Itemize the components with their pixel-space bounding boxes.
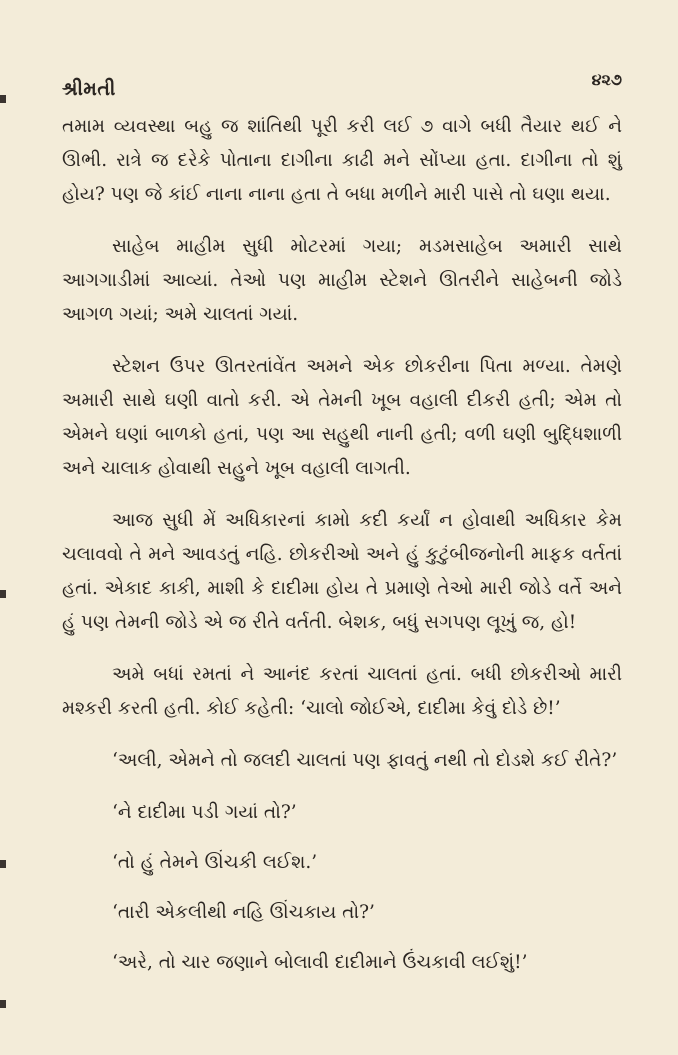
paragraph: ‘અલી, એમને તો જલદી ચાલતાં પણ ફાવતું નથી તો દોડશે કઈ રીતે?’ [112,750,618,771]
dialogue-line: ‘ને દાદીમા પડી ગયાં તો?’ [112,802,297,823]
running-title: શ્રીમતી [62,78,116,100]
page-edge-mark [0,95,6,103]
paragraph: તમામ વ્યવસ્થા બહુ જ શાંતિથી પૂરી કરી લઈ ૭ વાગે બધી તૈયાર થઈ ને ઊભી. રાત્રે જ દરેકે પોતાના દાગીના કાઢી મને સોંપ્યા હતા. દાગીના તો શું હોય? પણ જે કાંઈ નાના નાના હતા તે બધા મળીને મારી પાસે તો ઘણા થયા. [62,116,622,205]
dialogue-line: ‘અરે, તો ચાર જણાને બોલાવી દાદીમાને ઉંચકાવી લઈશું!’ [112,952,528,973]
paragraph: આજ સુધી મેં અધિકારનાં કામો કદી કર્યાં ન હોવાથી અધિકાર કેમ ચલાવવો તે મને આવડતું નહિ. છોકરીઓ અને હું કુટુંબીજનોની માફક વર્તતાં હતાં. એકાદ કાકી, માશી કે દાદીમા હોય તે પ્રમાણે તેઓ મારી જોડે વર્તે અને હું પણ તેમની જોડે એ જ રીતે વર્તતી. બેશક, બધું સગપણ લૂખું જ, હો! [62,510,622,633]
page-header [62,70,622,110]
body-text [62,110,622,996]
page-edge-mark [0,860,6,868]
paragraph: સ્ટેશન ઉપર ઊતરતાંવેંત અમને એક છોકરીના પિતા મળ્યા. તેમણે અમારી સાથે ઘણી વાતો કરી. એ તેમની ખૂબ વહાલી દીકરી હતી; એમ તો એમને ઘણાં બાળકો હતાં, પણ આ સહુથી નાની હતી; વળી ઘણી બુદ્ધિશાળી અને ચાલાક હોવાથી સહુને ખૂબ વહાલી લાગતી. [62,356,622,479]
dialogue-line: ‘તો હું તેમને ઊંચકી લઈશ.’ [112,852,318,873]
page-number: ૪૨૭ [591,70,622,89]
paragraph: સાહેબ માહીમ સુધી મોટરમાં ગયા; મડમસાહેબ અમારી સાથે આગગાડીમાં આવ્યાં. તેઓ પણ માહીમ સ્ટેશને ઊતરીને સાહેબની જોડે આગળ ગયાં; અમે ચાલતાં ગયાં. [62,236,622,325]
page-edge-mark [0,1000,6,1008]
dialogue-line: ‘તારી એકલીથી નહિ ઊંચકાય તો?’ [112,902,375,923]
page-edge-mark [0,590,6,598]
paragraph: અમે બધાં રમતાં ને આનંદ કરતાં ચાલતાં હતાં. બધી છોકરીઓ મારી મશ્કરી કરતી હતી. કોઈ કહેતી: ‘ચાલો જોઈએ, દાદીમા કેવું દોડે છે!’ [62,664,622,719]
